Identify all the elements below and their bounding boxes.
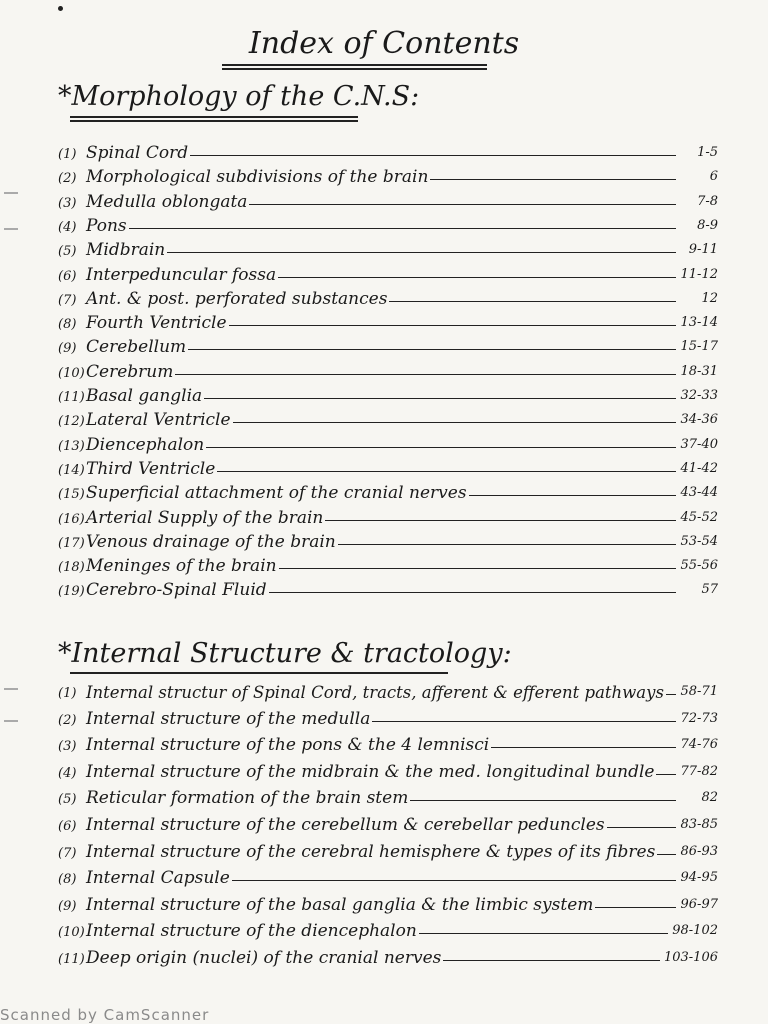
- entry-number: (18): [58, 560, 85, 576]
- leader-line: [410, 800, 676, 801]
- title-underline-2: [222, 68, 487, 70]
- entry-title: Meninges of the brain: [86, 556, 277, 577]
- leader-line: [188, 349, 676, 350]
- entry-pages: 6: [709, 169, 718, 185]
- entry-title: Cerebrum: [86, 361, 174, 382]
- entry-number: (15): [58, 487, 85, 503]
- entry-title: Midbrain: [86, 240, 166, 261]
- entry-pages: 72-73: [680, 710, 718, 726]
- entry-pages: 43-44: [680, 485, 718, 501]
- entry-title: Cerebro-Spinal Fluid: [86, 580, 267, 601]
- leader-line: [419, 933, 668, 934]
- entry-pages: 1-5: [697, 145, 718, 160]
- leader-line: [657, 854, 676, 855]
- entry-number: (2): [58, 171, 77, 187]
- entry-number: (14): [58, 462, 85, 478]
- toc-entry: [58, 505, 718, 529]
- section-heading-morphology: *Morphology of the C.N.S:: [58, 81, 420, 112]
- entry-number: (13): [58, 438, 85, 454]
- toc-entry: [58, 432, 718, 456]
- entry-title: Medulla oblongata: [86, 191, 248, 212]
- toc-entry: [58, 945, 718, 969]
- entry-title: Internal structure of the midbrain & the med. longitudinal bundle: [86, 761, 655, 782]
- toc-entry: [58, 577, 718, 601]
- leader-line: [430, 179, 676, 180]
- entry-number: (10): [58, 365, 85, 381]
- leader-line: [469, 495, 676, 496]
- entry-pages: 45-52: [680, 509, 718, 525]
- entry-title: Morphological subdivisions of the brain: [86, 167, 429, 188]
- margin-mark: [4, 192, 18, 194]
- section-heading-internal-structure: *Internal Structure & tractology:: [58, 638, 512, 669]
- entry-pages: 103-106: [663, 950, 718, 965]
- leader-line: [607, 827, 676, 828]
- margin-mark: [4, 228, 18, 230]
- leader-line: [278, 277, 676, 278]
- leader-line: [206, 447, 676, 448]
- entry-number: (5): [58, 792, 77, 808]
- entry-pages: 82: [701, 790, 718, 806]
- entry-number: (8): [58, 872, 77, 888]
- entry-pages: 57: [701, 582, 718, 598]
- toc-entry: [58, 759, 718, 783]
- entry-number: (10): [58, 925, 85, 941]
- margin-mark: [4, 688, 18, 690]
- toc-entry: [58, 812, 718, 836]
- entry-pages: 41-42: [680, 460, 718, 476]
- entry-pages: 86-93: [680, 843, 718, 859]
- entry-pages: 11-12: [680, 266, 718, 282]
- entry-pages: 9-11: [688, 242, 718, 258]
- entry-pages: 55-56: [680, 558, 718, 574]
- entry-title: Interpeduncular fossa: [86, 264, 277, 285]
- entry-pages: 53-54: [680, 533, 718, 549]
- entry-number: (5): [58, 244, 77, 260]
- entry-number: (3): [58, 195, 77, 211]
- entry-number: (6): [58, 268, 77, 284]
- entry-number: (4): [58, 219, 77, 235]
- toc-entry: [58, 262, 718, 286]
- leader-line: [443, 960, 660, 961]
- toc-entry: [58, 785, 718, 809]
- toc-entry: [58, 310, 718, 334]
- leader-line: [656, 774, 676, 775]
- toc-entry: [58, 679, 718, 703]
- entry-number: (19): [58, 584, 85, 600]
- entry-pages: 94-95: [680, 870, 718, 886]
- toc-entry: [58, 706, 718, 730]
- entry-number: (8): [58, 317, 77, 333]
- entry-number: (9): [58, 898, 77, 914]
- toc-entry: [58, 839, 718, 863]
- entry-number: (1): [58, 686, 77, 701]
- entry-title: Ant. & post. perforated substances: [86, 288, 388, 309]
- entry-number: (17): [58, 535, 85, 551]
- leader-line: [190, 155, 676, 156]
- entry-number: (11): [58, 952, 85, 967]
- entry-title: Pons: [86, 215, 127, 236]
- entry-title: Fourth Ventricle: [86, 313, 227, 334]
- entry-title: Third Ventricle: [86, 458, 216, 479]
- toc-entry: [58, 732, 718, 756]
- entry-number: (12): [58, 414, 85, 430]
- toc-entry: [58, 456, 718, 480]
- entry-title: Reticular formation of the brain stem: [86, 788, 409, 809]
- leader-line: [389, 301, 676, 302]
- entry-pages: 77-82: [680, 763, 718, 779]
- entry-pages: 98-102: [672, 923, 718, 939]
- leader-line: [491, 747, 676, 748]
- entry-title: Diencephalon: [86, 434, 205, 455]
- entry-title: Internal structure of the cerebellum & cerebellar peduncles: [86, 815, 605, 835]
- entry-title: Internal structure of the cerebral hemisphere & types of its fibres: [86, 841, 656, 862]
- entry-title: Internal structure of the diencephalon: [86, 921, 417, 942]
- toc-entry: [58, 553, 718, 577]
- leader-line: [175, 374, 676, 375]
- toc-entry: [58, 237, 718, 261]
- leader-line: [666, 694, 676, 695]
- entry-title: Internal structure of the medulla: [86, 708, 371, 729]
- entry-pages: 37-40: [680, 436, 718, 452]
- toc-entry: [58, 359, 718, 383]
- leader-line: [232, 880, 676, 881]
- toc-entry: [58, 918, 718, 942]
- toc-entry: [58, 480, 718, 504]
- entry-pages: 74-76: [680, 737, 718, 753]
- entry-number: (7): [58, 845, 77, 861]
- entry-title: Deep origin (nuclei) of the cranial nerves: [86, 948, 442, 968]
- leader-line: [204, 398, 676, 399]
- toc-entry: [58, 189, 718, 213]
- entry-title: Arterial Supply of the brain: [86, 507, 324, 528]
- entry-title: Lateral Ventricle: [86, 410, 231, 431]
- entry-pages: 58-71: [680, 684, 718, 699]
- section-underline: [70, 116, 358, 118]
- leader-line: [279, 568, 676, 569]
- leader-line: [229, 325, 677, 326]
- entry-pages: 7-8: [697, 193, 718, 209]
- ink-dot: [58, 6, 63, 11]
- toc-entry: [58, 164, 718, 188]
- entry-number: (16): [58, 511, 85, 527]
- entry-title: Spinal Cord: [86, 143, 189, 163]
- toc-entry: [58, 529, 718, 553]
- entry-pages: 96-97: [680, 896, 718, 912]
- leader-line: [129, 228, 676, 229]
- entry-title: Basal ganglia: [86, 386, 203, 406]
- entry-pages: 8-9: [697, 217, 718, 233]
- entry-number: (7): [58, 292, 77, 308]
- entry-title: Superficial attachment of the cranial nerves: [86, 483, 467, 504]
- toc-entry: [58, 213, 718, 237]
- title-underline: [222, 64, 487, 66]
- entry-title: Internal structure of the pons & the 4 lemnisci: [86, 735, 490, 756]
- section-underline: [70, 672, 448, 674]
- leader-line: [167, 252, 676, 253]
- toc-entry: [58, 892, 718, 916]
- entry-pages: 15-17: [680, 339, 718, 355]
- entry-pages: 32-33: [680, 388, 718, 403]
- entry-number: (6): [58, 819, 77, 834]
- entry-title: Internal structur of Spinal Cord, tracts, afferent & efferent pathways: [86, 683, 664, 702]
- toc-entry: [58, 140, 718, 164]
- entry-number: (3): [58, 739, 77, 755]
- toc-entry: [58, 407, 718, 431]
- leader-line: [325, 520, 676, 521]
- leader-line: [269, 592, 676, 593]
- entry-pages: 34-36: [680, 412, 718, 428]
- entry-number: (1): [58, 147, 77, 162]
- scanner-watermark: Scanned by CamScanner: [0, 1006, 210, 1024]
- leader-line: [338, 544, 676, 545]
- entry-title: Internal Capsule: [86, 868, 230, 889]
- leader-line: [217, 471, 676, 472]
- entry-number: (2): [58, 712, 77, 728]
- entry-number: (11): [58, 390, 85, 405]
- entry-pages: 18-31: [680, 363, 718, 379]
- leader-line: [249, 204, 676, 205]
- entry-title: Internal structure of the basal ganglia & the limbic system: [86, 894, 594, 915]
- page-title: Index of Contents: [248, 26, 520, 61]
- entry-pages: 83-85: [680, 817, 718, 832]
- entry-number: (4): [58, 765, 77, 781]
- entry-number: (9): [58, 341, 77, 357]
- toc-entry: [58, 334, 718, 358]
- toc-entry: [58, 286, 718, 310]
- toc-entry: [58, 865, 718, 889]
- leader-line: [233, 422, 676, 423]
- toc-entry: [58, 383, 718, 407]
- margin-mark: [4, 720, 18, 722]
- entry-title: Cerebellum: [86, 337, 187, 358]
- entry-title: Venous drainage of the brain: [86, 531, 336, 552]
- section-underline-2: [70, 120, 358, 122]
- entry-pages: 13-14: [680, 315, 718, 331]
- leader-line: [595, 907, 676, 908]
- leader-line: [372, 721, 676, 722]
- entry-pages: 12: [701, 290, 718, 306]
